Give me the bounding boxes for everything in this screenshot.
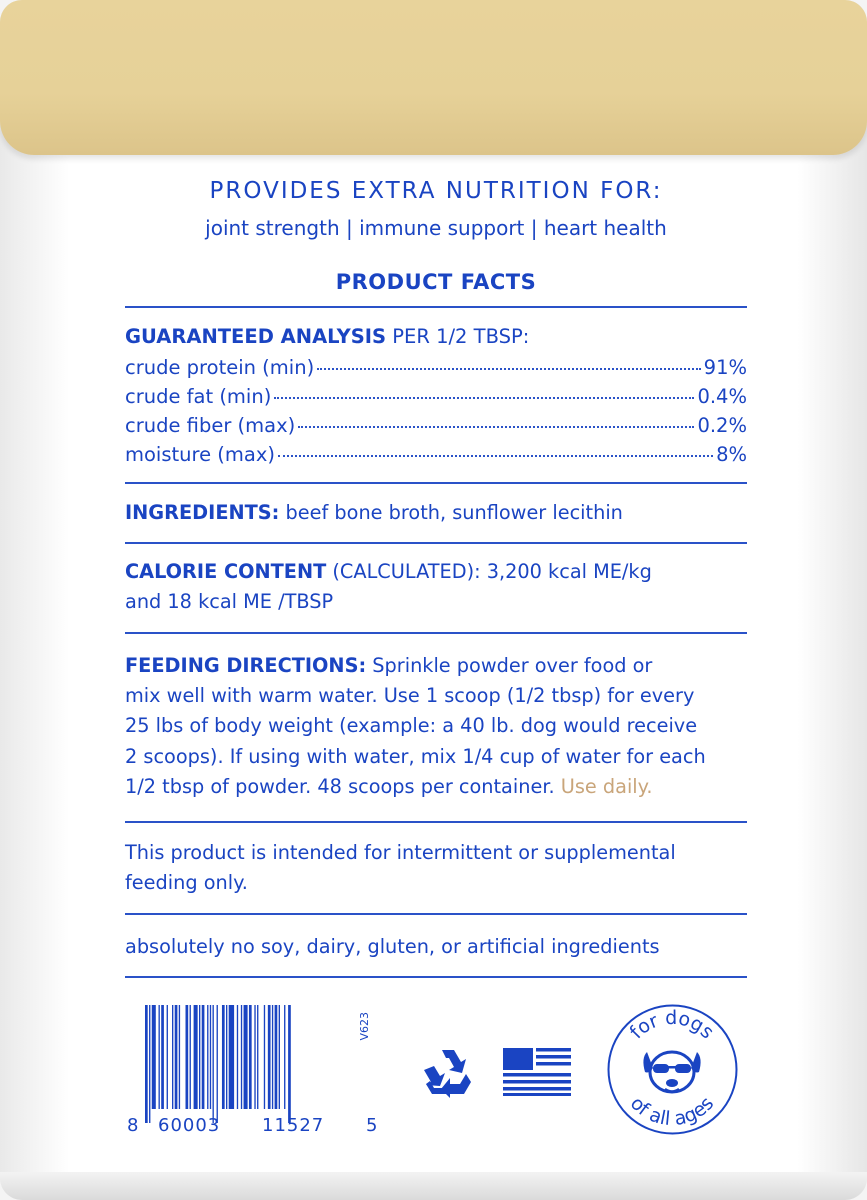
- free-from-text: absolutely no soy, dairy, gluten, or artificial ingredients: [125, 935, 660, 958]
- analysis-value: 8%: [716, 443, 747, 466]
- guaranteed-analysis-suffix: PER 1/2 TBSP:: [386, 325, 530, 348]
- divider: [125, 306, 747, 308]
- analysis-row: [125, 356, 747, 379]
- leader-dots: [278, 455, 713, 457]
- divider: [125, 542, 747, 544]
- analysis-value: 91%: [703, 356, 747, 379]
- calorie-line-1: [125, 557, 747, 587]
- provides-title: PROVIDES EXTRA NUTRITION FOR:: [209, 178, 663, 204]
- analysis-name: crude fiber (max): [125, 414, 296, 437]
- analysis-row: [125, 414, 747, 437]
- us-flag-icon: [503, 1048, 571, 1096]
- container-lid: [0, 0, 867, 155]
- benefits-line: joint strength | immune support | heart health: [205, 216, 667, 240]
- feeding-line-2: mix well with warm water. Use 1 scoop (1/2 tbsp) for every: [125, 684, 695, 708]
- feeding-text: Sprinkle powder over food or: [366, 654, 653, 677]
- ingredients-label: INGREDIENTS:: [125, 501, 280, 524]
- feeding-line-4: 2 scoops). If using with water, mix 1/4 cup of water for each: [125, 744, 706, 768]
- ingredients-text: beef bone broth, sunflower lecithin: [279, 501, 623, 524]
- barcode: [125, 1005, 350, 1125]
- container-bottom-rim: [0, 1172, 867, 1200]
- analysis-name: crude protein (min): [125, 356, 315, 379]
- analysis-row: [125, 385, 747, 408]
- calorie-text: (CALCULATED): 3,200 kcal ME/kg: [326, 560, 652, 583]
- guaranteed-analysis-label: GUARANTEED ANALYSIS: [125, 325, 387, 348]
- analysis-value: 0.4%: [697, 385, 747, 408]
- calorie-block: [125, 557, 747, 617]
- feeding-label: FEEDING DIRECTIONS:: [125, 654, 367, 677]
- analysis-name: crude fat (min): [125, 385, 272, 408]
- barcode-left-digit: 8: [127, 1115, 139, 1136]
- feeding-line-1: [125, 651, 747, 681]
- divider: [125, 976, 747, 978]
- divider: [125, 632, 747, 634]
- dog-with-sunglasses-icon: [643, 1052, 700, 1092]
- feeding-line-5-text: 1/2 tbsp of powder. 48 scoops per container.: [125, 774, 561, 798]
- guaranteed-analysis-heading: [125, 325, 747, 348]
- divider: [125, 482, 747, 484]
- analysis-value: 0.2%: [697, 414, 747, 437]
- version-code: V623: [358, 1012, 371, 1041]
- for-dogs-badge: [605, 1002, 740, 1137]
- svg-text:for dogs: [626, 1007, 719, 1043]
- intended-use-block: [125, 838, 747, 898]
- intended-line-2: feeding only.: [125, 871, 248, 895]
- badge-top-text: for dogs: [625, 1006, 719, 1044]
- calorie-line-2: and 18 kcal ME /TBSP: [125, 590, 334, 614]
- recycle-icon: [420, 1046, 476, 1098]
- intended-line-1: This product is intended for intermittent or supplemental: [125, 841, 676, 864]
- leader-dots: [274, 397, 694, 399]
- feeding-directions-block: [125, 651, 747, 802]
- barcode-group-1: 60003: [158, 1115, 221, 1136]
- divider: [125, 821, 747, 823]
- divider: [125, 913, 747, 915]
- calorie-label: CALORIE CONTENT: [125, 560, 327, 583]
- analysis-name: moisture (max): [125, 443, 275, 466]
- feeding-line-3: 25 lbs of body weight (example: a 40 lb. dog would receive: [125, 714, 698, 738]
- barcode-right-digit: 5: [366, 1115, 378, 1136]
- ingredients-block: [125, 498, 747, 528]
- feeding-line-5: [125, 772, 747, 802]
- product-facts-title: PRODUCT FACTS: [335, 270, 537, 294]
- use-daily-highlight: Use daily.: [560, 774, 653, 798]
- leader-dots: [317, 368, 700, 370]
- leader-dots: [298, 426, 694, 428]
- badge-bottom-text: of all ages: [625, 1092, 719, 1131]
- analysis-row: [125, 443, 747, 466]
- barcode-group-2: 11527: [262, 1115, 325, 1136]
